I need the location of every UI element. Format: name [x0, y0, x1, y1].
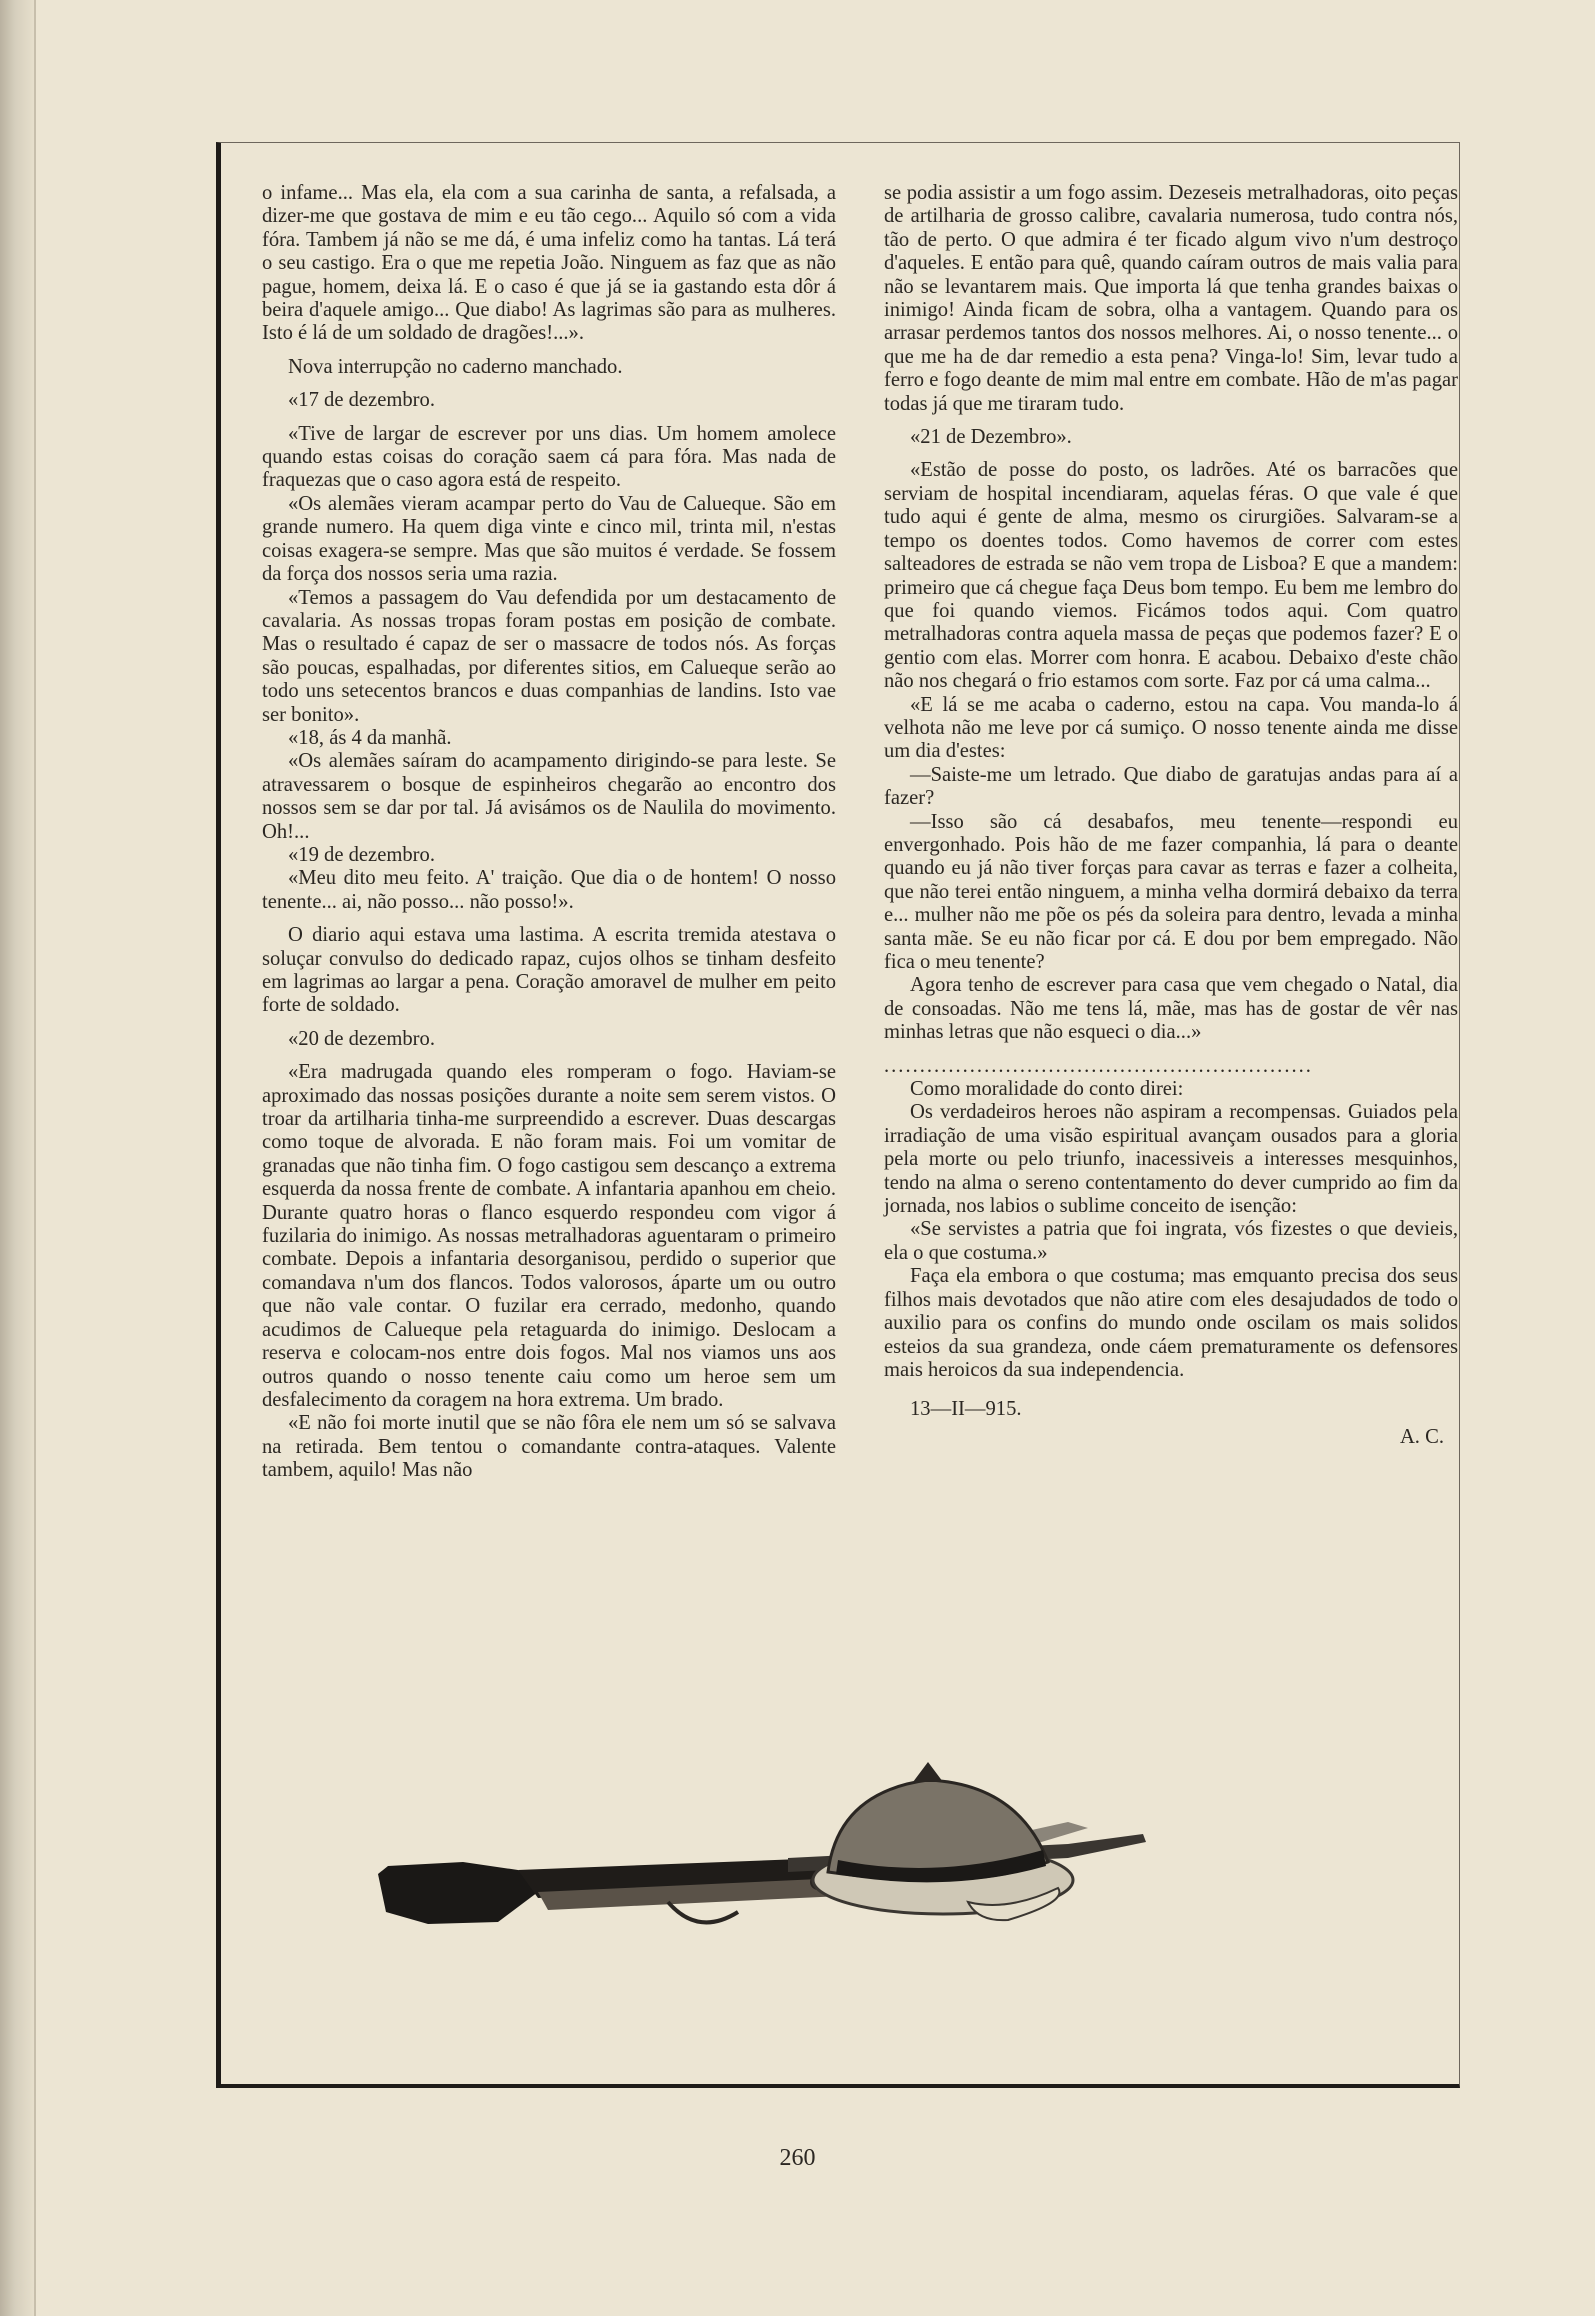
paragraph: «E lá se me acaba o caderno, estou na capa. Vou manda-lo á velhota não me leve por cá sumiço. O nosso tenente ainda me disse um dia d'estes: [884, 693, 1458, 763]
paragraph: «Meu dito meu feito. A' traição. Que dia o de hontem! O nosso tenente... ai, não posso... não posso!». [262, 867, 836, 913]
right-column [884, 182, 1458, 1449]
author-signature: A. C. [1399, 1425, 1444, 1448]
paragraph: «E não foi morte inutil que se não fôra ele nem um só se salvava na retirada. Bem tentou o comandante contra-ataques. Valente tambem, aquilo! Mas não [262, 1412, 836, 1482]
diary-date: «19 de dezembro. [288, 843, 435, 866]
paragraph: Faça ela embora o que costuma; mas emquanto precisa dos seus filhos mais devotados que não atire com eles desajudados de todo o auxilio para os confins do mundo onde oscilam os mais solidos esteios da sua grandeza, onde cáem prematuramente os defensores mais heroicos da sua independencia. [884, 1265, 1458, 1381]
paragraph: Nova interrupção no caderno manchado. [288, 355, 623, 378]
dotted-separator: ............................................................ [884, 1054, 1313, 1077]
paragraph: «Os alemães saíram do acampamento dirigindo-se para leste. Se atravessarem o bosque de espinheiros chegarão ao encontro dos nossos sem se dar por tal. Já avisámos os de Naulila do movimento. Oh!... [262, 750, 836, 843]
diary-date: «17 de dezembro. [288, 389, 435, 412]
paragraph: Os verdadeiros heroes não aspiram a recompensas. Guiados pela irradiação de uma visão espiritual avançam ousados para a gloria pela morte ou pelo triunfo, inacessiveis a interesses mesquinhos, tendo na alma o sereno contentamento do dever cumprido ao fim da jornada, nos labios o sublime conceito de isenção: [884, 1101, 1458, 1218]
paragraph: «Estão de posse do posto, os ladrões. Até os barracões que serviam de hospital incendiaram, aquelas féras. O que vale é que tudo aqui é gente de alma, mesmo os cirurgiões. Salvaram-se a tempo os doentes todos. Como havemos de correr com estes salteadores de estrada se não vem tropa de Lisboa? E que a mandem: primeiro que cá chegue faça Deus bom tempo. Eu bem me lembro do que foi quando viemos. Ficámos todos aqui. Com quatro metralhadoras contra aquela massa de peças que podemos fazer? E o gentio com elas. Morrer com honra. E acabou. Debaixo d'este chão não nos chegará o frio estamos com sorte. Faz por cá uma calma... [884, 459, 1458, 693]
page-number: 260 [779, 2145, 816, 2171]
paragraph: O diario aqui estava uma lastima. A escrita tremida atestava o soluçar convulso do dedicado rapaz, cujos olhos se tinham desfeito em lagrimas ao largar a pena. Coração amoravel de mulher em peito forte de soldado. [262, 924, 836, 1017]
paragraph: «Tive de largar de escrever por uns dias. Um homem amolece quando estas coisas do coração saem cá para fóra. Mas nada de fraquezas que o caso agora está de respeito. [262, 422, 836, 492]
paragraph: se podia assistir a um fogo assim. Dezeseis metralhadoras, oito peças de artilharia de grosso calibre, cavalaria numerosa, tudo contra nós, tão de perto. O que admira é ter ficado algum vivo n'um destroço d'aqueles. E então para quê, quando caíram outros de mais valia para não se levantarem mais. Que importa lá que tenha grandes baixas o inimigo! Ainda ficam de sobra, olha a vantagem. Quando para os arrasar perdemos tantos dos nossos melhores. Ai, o nosso tenente... o que me ha de dar remedio a esta pena? Vinga-lo! Sim, levar tudo a ferro e fogo deante de mim mal entre em combate. Hão de m'as pagar todas já que me tiraram tudo. [884, 182, 1458, 415]
paragraph: «Temos a passagem do Vau defendida por um destacamento de cavalaria. As nossas tropas foram postas em posição de combate. Mas o resultado é capaz de ser o massacre de todos nós. As forças são poucas, espalhadas, por diferentes sitios, em Calueque serão ao todo uns setecentos brancos e duas companhias de landins. Isto vae ser bonito». [262, 586, 836, 726]
paragraph: «Era madrugada quando eles romperam o fogo. Haviam-se aproximado das nossas posições durante a noite sem serem vistos. O troar da artilharia tinha-me surpreendido a escrever. Duas descargas como toque de alvorada. E não foram mais. Foi um vomitar de granadas que não tinha fim. O fogo castigou sem descanço a extrema esquerda da nossa frente de combate. A infantaria apanhou em cheio. Durante quatro horas o flanco esquerdo respondeu com vigor á fuzilaria do inimigo. As nossas metralhadoras aguentaram o primeiro combate. Depois a infantaria desorganisou, perdido o superior que comandava n'um dos flancos. Todos valorosos, áparte um ou outro que não vale contar. O fuzilar era cerrado, medonho, quando acudimos de Calueque pela retaguarda do inimigo. Deslocam a reserva e colocam-nos entre dois fogos. Mal nos viamos uns aos outros quando o nosso tenente caiu como um heroe sem um desfalecimento da coragem na hora extrema. Um brado. [262, 1061, 836, 1411]
paragraph: Agora tenho de escrever para casa que vem chegado o Natal, dia de consoadas. Não me tens lá, mãe, mas has de gostar de vêr nas minhas letras que não esqueci o dia...» [884, 974, 1458, 1044]
paragraph: —Isso são cá desabafos, meu tenente—respondi eu envergonhado. Pois hão de me fazer companhia, lá para o deante quando eu já não tiver forças para cavar as terras e fazer a colheita, que não terei então ninguem, a minha velha dormirá debaixo da terra e... mulher não me põe os pés da soleira para dentro, levada a minha santa mãe. Se eu não ficar por cá. E dou por bem empregado. Não fica o meu tenente? [884, 810, 1458, 973]
pickelhaube-helmet-icon [813, 1762, 1073, 1920]
diary-date: «18, ás 4 da manhã. [288, 726, 452, 749]
diary-date: «21 de Dezembro». [910, 426, 1072, 449]
paragraph: Como moralidade do conto direi: [910, 1078, 1184, 1101]
paragraph: «Os alemães vieram acampar perto do Vau de Calueque. São em grande numero. Ha quem diga vinte e cinco mil, trinta mil, n'estas coisas exagera-se sempre. Mas que são muitos é verdade. Se fossem da força dos nossos seria uma razia. [262, 492, 836, 586]
helmet-and-rifle-illustration [368, 1762, 1148, 2062]
left-column [262, 182, 836, 1483]
article-date: 13—II—915. [910, 1398, 1022, 1421]
book-spine-shadow [0, 0, 34, 2316]
paragraph: —Saiste-me um letrado. Que diabo de garatujas andas para aí a fazer? [884, 763, 1458, 810]
quote: «Se servistes a patria que foi ingrata, vós fizestes o que devieis, ela o que costuma.» [884, 1218, 1458, 1264]
paragraph: o infame... Mas ela, ela com a sua carinha de santa, a refalsada, a dizer-me que gostava de mim e eu tão cego... Aquilo só com a vida fóra. Tambem já não se me dá, é uma infeliz como ha tantas. Lá terá o seu castigo. Era o que me repetia João. Ninguem as faz que as não pague, homem, deixa lá. E o caso é que já se ia gastando esta dôr á beira d'aquele amigo... Que diabo! As lagrimas são para as mulheres. Isto é lá de um soldado de dragões!...». [262, 182, 836, 345]
page-gutter-line [34, 0, 36, 2316]
diary-date: «20 de dezembro. [288, 1027, 435, 1050]
